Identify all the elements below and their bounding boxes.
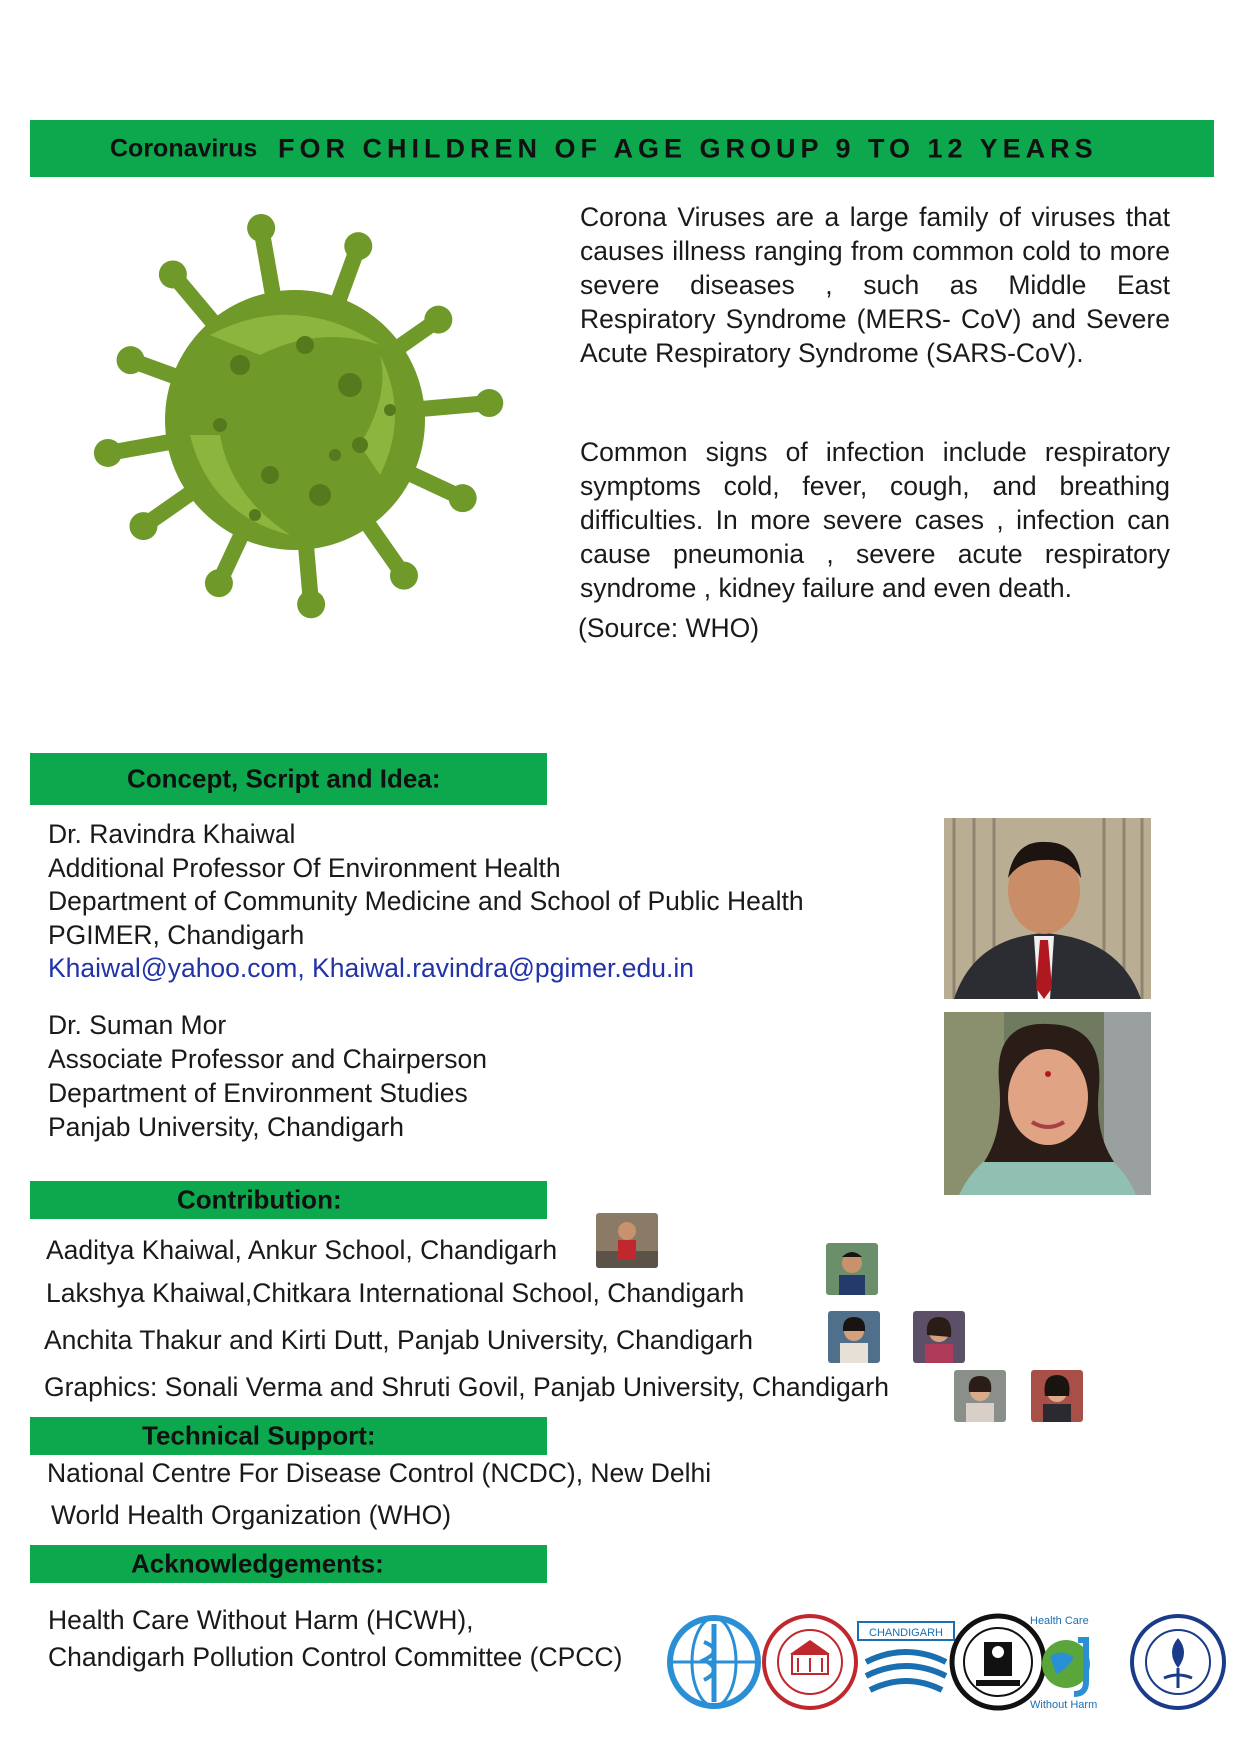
technical-item-2: World Health Organization (WHO) xyxy=(51,1500,452,1530)
person1-dept: Department of Community Medicine and School of Public Health xyxy=(48,886,804,916)
concept-heading-bar xyxy=(30,753,547,805)
chandigarh-logo xyxy=(856,1612,956,1712)
intro-paragraph-1: Corona Viruses are a large family of viruses that causes illness ranging from common cold to more severe diseases , such as Middle East Respiratory Syndrome (MERS- CoV) and Severe Acute Respiratory Syndrome (SARS-CoV). xyxy=(580,202,1170,368)
chandigarh-logo-label: CHANDIGARH xyxy=(869,1627,943,1639)
technical-item-1: National Centre For Disease Control (NCDC), New Delhi xyxy=(47,1458,712,1488)
intro-paragraph-2: Common signs of infection include respiratory symptoms cold, fever, cough, and breathing difficulties. In more severe cases , infection can cause pneumonia , severe acute respiratory syndrome , kidney failure and even death. xyxy=(580,437,1170,603)
person1-name: Dr. Ravindra Khaiwal xyxy=(48,819,296,849)
person2-org: Panjab University, Chandigarh xyxy=(48,1112,404,1142)
virus-spike-tip xyxy=(247,214,275,242)
virus-spike-tip xyxy=(297,590,325,618)
person1-photo xyxy=(944,818,1151,999)
virus-dot xyxy=(352,437,368,453)
contributor-photo-shruti xyxy=(1031,1370,1083,1422)
hcwh-logo-top: Health Care xyxy=(1030,1615,1089,1627)
page-title: FOR CHILDREN OF AGE GROUP 9 TO 12 YEARS xyxy=(278,133,1098,163)
contribution-item-1: Aaditya Khaiwal, Ankur School, Chandigarh xyxy=(46,1235,558,1265)
pgimer-logo xyxy=(1128,1612,1228,1712)
hcwh-logo-bottom: Without Harm xyxy=(1030,1699,1098,1711)
contributor-photo-aaditya xyxy=(596,1213,658,1268)
virus-dot xyxy=(384,404,396,416)
virus-dot xyxy=(213,418,227,432)
hcwh-logo xyxy=(1030,1612,1130,1712)
virus-spike-tip xyxy=(129,512,157,540)
contribution-item-2: Lakshya Khaiwal,Chitkara International School, Chandigarh xyxy=(46,1278,745,1308)
virus-spike-tip xyxy=(475,389,503,417)
contribution-item-4: Graphics: Sonali Verma and Shruti Govil, Panjab University, Chandigarh xyxy=(44,1372,889,1402)
person1-email[interactable]: Khaiwal@yahoo.com, Khaiwal.ravindra@pgimer.edu.in xyxy=(48,953,694,983)
virus-spike-tip xyxy=(159,260,187,288)
panjab-university-logo xyxy=(760,1612,860,1712)
person2-dept: Department of Environment Studies xyxy=(48,1078,468,1108)
acknowledgements-heading: Acknowledgements: xyxy=(131,1548,384,1579)
title-bar xyxy=(30,120,1214,177)
technical-heading: Technical Support: xyxy=(142,1420,376,1451)
contribution-heading: Contribution: xyxy=(177,1184,342,1215)
virus-dot xyxy=(261,466,279,484)
concept-heading: Concept, Script and Idea: xyxy=(127,763,441,794)
contributor-photo-sonali xyxy=(954,1370,1006,1422)
coronavirus-illustration xyxy=(60,195,530,645)
contributor-photo-anchita xyxy=(828,1311,880,1363)
virus-spike-tip xyxy=(205,569,233,597)
virus-dot xyxy=(249,509,261,521)
technical-heading-bar xyxy=(30,1417,547,1455)
ack-item-2: Chandigarh Pollution Control Committee (CPCC) xyxy=(48,1642,623,1672)
source-note: (Source: WHO) xyxy=(578,613,760,643)
contributor-photo-kirti xyxy=(913,1311,965,1363)
virus-spike-tip xyxy=(344,232,372,260)
virus-dot xyxy=(329,449,341,461)
virus-spike-tip xyxy=(449,484,477,512)
person2-title: Associate Professor and Chairperson xyxy=(48,1044,487,1074)
virus-spike-tip xyxy=(390,562,418,590)
person2-photo xyxy=(944,1012,1151,1195)
who-logo xyxy=(664,1612,764,1712)
virus-spike-tip xyxy=(94,439,122,467)
virus-dot xyxy=(230,355,250,375)
person1-title: Additional Professor Of Environment Health xyxy=(48,853,561,883)
contribution-item-3: Anchita Thakur and Kirti Dutt, Panjab University, Chandigarh xyxy=(44,1325,753,1355)
virus-spike-tip xyxy=(117,346,145,374)
contribution-heading-bar xyxy=(30,1181,547,1219)
acknowledgements-heading-bar xyxy=(30,1545,547,1583)
contributor-photo-lakshya xyxy=(826,1243,878,1295)
person2-name: Dr. Suman Mor xyxy=(48,1010,227,1040)
virus-dot xyxy=(309,484,331,506)
title-small: Coronavirus xyxy=(110,134,258,162)
ack-item-1: Health Care Without Harm (HCWH), xyxy=(48,1605,474,1635)
virus-spike-tip xyxy=(424,306,452,334)
virus-dot xyxy=(296,336,314,354)
person1-org: PGIMER, Chandigarh xyxy=(48,920,305,950)
virus-dot xyxy=(338,373,362,397)
